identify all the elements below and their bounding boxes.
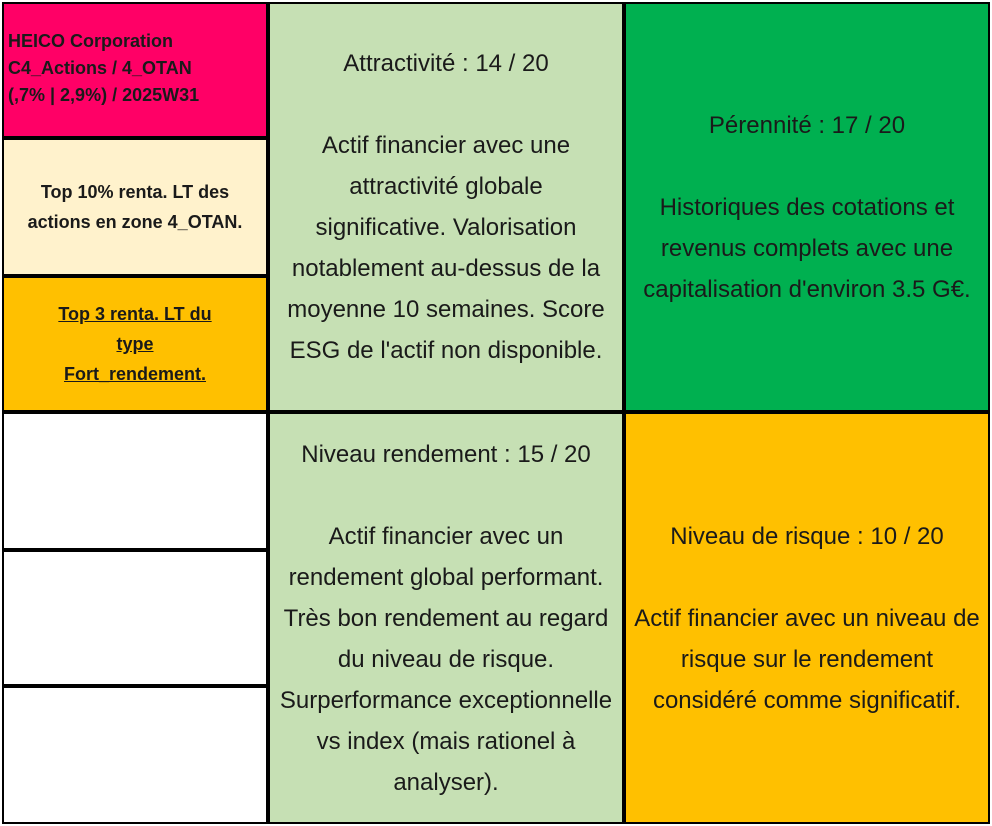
asset-name: HEICO Corporation bbox=[8, 31, 173, 51]
top10-badge-cell bbox=[2, 138, 268, 276]
rendement-description: Actif financier avec un rendement global performant. Très bon rendement au regard du niveau de risque. Surperformance exceptionnelle vs index (mais rationel à analyser). bbox=[279, 522, 613, 796]
attractivite-cell bbox=[268, 2, 624, 412]
rendement-cell bbox=[268, 412, 624, 824]
top10-badge-text: Top 10% renta. LT des actions en zone 4_OTAN. bbox=[27, 182, 243, 232]
empty-cell-2 bbox=[2, 550, 268, 686]
top3-badge-cell bbox=[2, 276, 268, 412]
risque-title: Niveau de risque : 10 / 20 bbox=[670, 522, 944, 550]
risque-description: Actif financier avec un niveau de risque sur le rendement considéré comme significatif. bbox=[634, 604, 980, 714]
risque-cell bbox=[624, 412, 990, 824]
asset-category: C4_Actions / 4_OTAN bbox=[8, 58, 192, 78]
perennite-title: Pérennité : 17 / 20 bbox=[708, 111, 906, 139]
asset-header-cell bbox=[2, 2, 268, 138]
attractivite-title: Attractivité : 14 / 20 bbox=[343, 50, 549, 77]
perennite-cell bbox=[624, 2, 990, 412]
top3-badge-text: Top 3 renta. LT du type Fort_rendement. bbox=[58, 304, 212, 384]
empty-cell-1 bbox=[2, 412, 268, 550]
asset-period: (,7% | 2,9%) / 2025W31 bbox=[8, 85, 200, 105]
rendement-title: Niveau rendement : 15 / 20 bbox=[301, 440, 591, 468]
empty-cell-3 bbox=[2, 686, 268, 824]
perennite-description: Historiques des cotations et revenus complets avec une capitalisation d'environ 3.5 G€. bbox=[643, 193, 971, 303]
attractivite-description: Actif financier avec une attractivité globale significative. Valorisation notablement au-dessus de la moyenne 10 semaines. Score ESG de l'actif non disponible. bbox=[287, 132, 605, 364]
